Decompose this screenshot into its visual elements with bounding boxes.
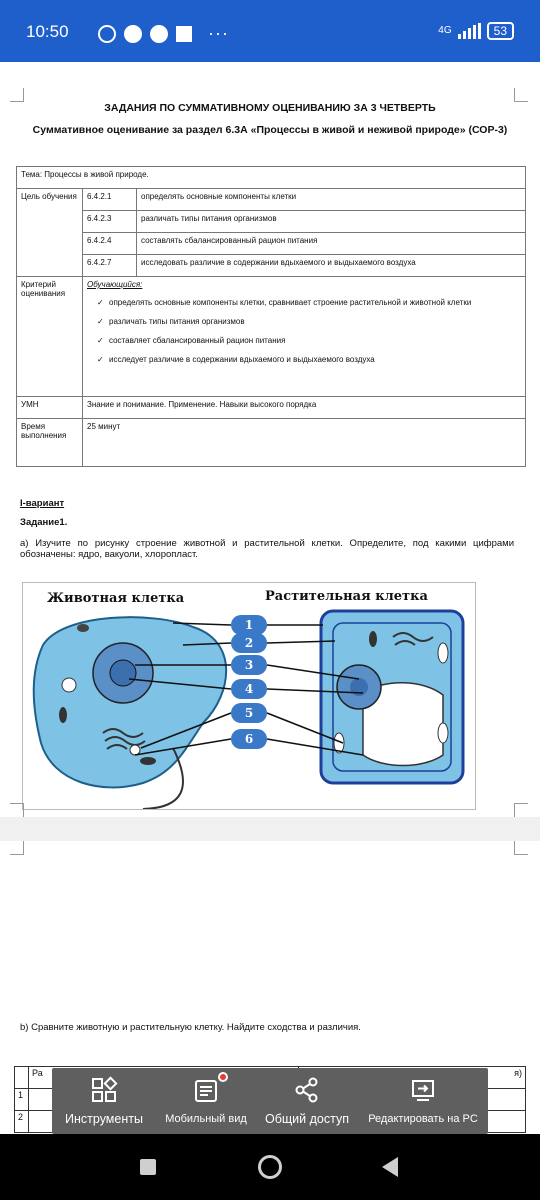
tools-label: Инструменты bbox=[65, 1112, 143, 1126]
figure-number-4: 4 bbox=[231, 679, 267, 699]
back-icon[interactable] bbox=[382, 1157, 398, 1177]
comparison-header: Ра bbox=[29, 1067, 299, 1089]
network-type: 4G bbox=[438, 25, 452, 36]
page-corner-mark bbox=[10, 88, 24, 102]
assessment-meta-table bbox=[16, 166, 526, 467]
page-corner-mark bbox=[10, 841, 24, 855]
goal-text: исследовать различие в содержании вдыхаемого и выдыхаемого воздуха bbox=[137, 255, 526, 277]
share-button[interactable] bbox=[256, 1068, 358, 1134]
plant-chloroplast bbox=[438, 723, 448, 743]
status-time: 10:50 bbox=[26, 22, 69, 41]
animal-cell-label: Животная клетка bbox=[47, 591, 185, 606]
topic-cell: Тема: Процессы в живой природе. bbox=[17, 167, 526, 189]
goal-code: 6.4.2.4 bbox=[83, 233, 137, 255]
more-notifications-icon: ··· bbox=[208, 23, 229, 43]
cell-comparison-figure bbox=[22, 582, 476, 810]
goal-label-cell: Цель обучения bbox=[17, 189, 83, 277]
notification-app-icon bbox=[124, 25, 142, 43]
goal-code: 6.4.2.3 bbox=[83, 211, 137, 233]
criteria-item: ✓ составляет сбалансированный рацион питания bbox=[87, 331, 521, 350]
time-value-cell: 25 минут bbox=[83, 419, 526, 467]
criteria-label-cell: Критерий оценивания bbox=[17, 277, 83, 397]
comparison-header: я) bbox=[299, 1067, 526, 1089]
criteria-item: ✓ определять основные компоненты клетки, сравнивает строение растительной и животной клетки bbox=[87, 293, 521, 312]
figure-number-1: 1 bbox=[231, 615, 267, 635]
criteria-item: ✓ различать типы питания организмов bbox=[87, 312, 521, 331]
plant-chloroplast bbox=[438, 643, 448, 663]
task-b-text: b) Сравните животную и растительную клетку. Найдите сходства и различия. bbox=[20, 1022, 361, 1033]
animal-lysosome bbox=[130, 745, 140, 755]
page-corner-mark bbox=[10, 803, 24, 817]
variant-heading: I-вариант bbox=[20, 498, 65, 509]
animal-mitochondrion bbox=[140, 757, 156, 765]
skills-value-cell: Знание и понимание. Применение. Навыки высокого порядка bbox=[83, 397, 526, 419]
animal-vacuole bbox=[62, 678, 76, 692]
mobile-view-button[interactable] bbox=[156, 1068, 256, 1134]
animal-mitochondrion bbox=[77, 624, 89, 632]
comparison-row-number: 2 bbox=[15, 1111, 29, 1133]
system-navigation-bar bbox=[0, 1134, 540, 1200]
page-corner-mark bbox=[514, 88, 528, 102]
mobile-view-icon bbox=[192, 1076, 220, 1104]
status-bar bbox=[0, 0, 540, 62]
plant-mitochondrion bbox=[369, 631, 377, 647]
goal-code: 6.4.2.1 bbox=[83, 189, 137, 211]
time-label-cell: Время выполнения bbox=[17, 419, 83, 467]
status-system-icons bbox=[438, 22, 514, 40]
share-label: Общий доступ bbox=[265, 1112, 349, 1126]
skills-label-cell: УМН bbox=[17, 397, 83, 419]
cloud-upload-icon bbox=[150, 25, 168, 43]
battery-icon bbox=[487, 22, 514, 40]
mobile-view-label: Мобильный вид bbox=[165, 1113, 247, 1125]
plant-cell-label: Растительная клетка bbox=[265, 589, 428, 604]
document-title: ЗАДАНИЯ ПО СУММАТИВНОМУ ОЦЕНИВАНИЮ ЗА 3 ЧЕТВЕРТЬ bbox=[104, 102, 436, 114]
criteria-item: ✓ исследует различие в содержании вдыхаемого и выдыхаемого воздуха bbox=[87, 350, 521, 369]
criteria-cell bbox=[83, 277, 526, 397]
notification-image-icon bbox=[176, 26, 192, 42]
home-icon[interactable] bbox=[258, 1155, 282, 1179]
figure-number-6: 6 bbox=[231, 729, 267, 749]
figure-number-2: 2 bbox=[231, 633, 267, 653]
tools-button[interactable] bbox=[52, 1068, 156, 1134]
page-break bbox=[0, 817, 540, 841]
alarm-icon bbox=[98, 25, 116, 43]
goal-text: различать типы питания организмов bbox=[137, 211, 526, 233]
page-corner-mark bbox=[514, 841, 528, 855]
animal-mitochondrion bbox=[59, 707, 67, 723]
task-a-text: а) Изучите по рисунку строение животной и растительной клетки. Определите, под какими цифрами обозначены: ядро, вакуоли, хлоропласт. bbox=[20, 538, 514, 561]
battery-level: 53 bbox=[493, 24, 507, 38]
criteria-list bbox=[87, 293, 521, 369]
status-notification-icons bbox=[98, 23, 229, 44]
figure-number-5: 5 bbox=[231, 703, 267, 723]
animal-nucleolus bbox=[110, 660, 136, 686]
edit-on-pc-label: Редактировать на PC bbox=[368, 1113, 478, 1125]
recent-apps-icon[interactable] bbox=[140, 1159, 156, 1175]
goal-text: определять основные компоненты клетки bbox=[137, 189, 526, 211]
signal-icon bbox=[458, 23, 481, 39]
figure-number-3: 3 bbox=[231, 655, 267, 675]
share-icon bbox=[293, 1076, 321, 1104]
document-subtitle: Суммативное оценивание за раздел 6.3А «Процессы в живой и неживой природе» (СОР-3) bbox=[32, 124, 508, 136]
comparison-row-number: 1 bbox=[15, 1089, 29, 1111]
bottom-toolbar bbox=[52, 1068, 488, 1134]
goal-text: составлять сбалансированный рацион питания bbox=[137, 233, 526, 255]
edit-on-pc-button[interactable] bbox=[358, 1068, 488, 1134]
task-heading: Задание1. bbox=[20, 517, 68, 528]
criteria-heading: Обучающийся: bbox=[87, 280, 143, 289]
goal-code: 6.4.2.7 bbox=[83, 255, 137, 277]
tools-icon bbox=[90, 1076, 118, 1104]
edit-on-pc-icon bbox=[409, 1076, 437, 1104]
page-corner-mark bbox=[514, 803, 528, 817]
new-badge bbox=[218, 1072, 228, 1082]
document-viewer[interactable] bbox=[0, 62, 540, 1134]
